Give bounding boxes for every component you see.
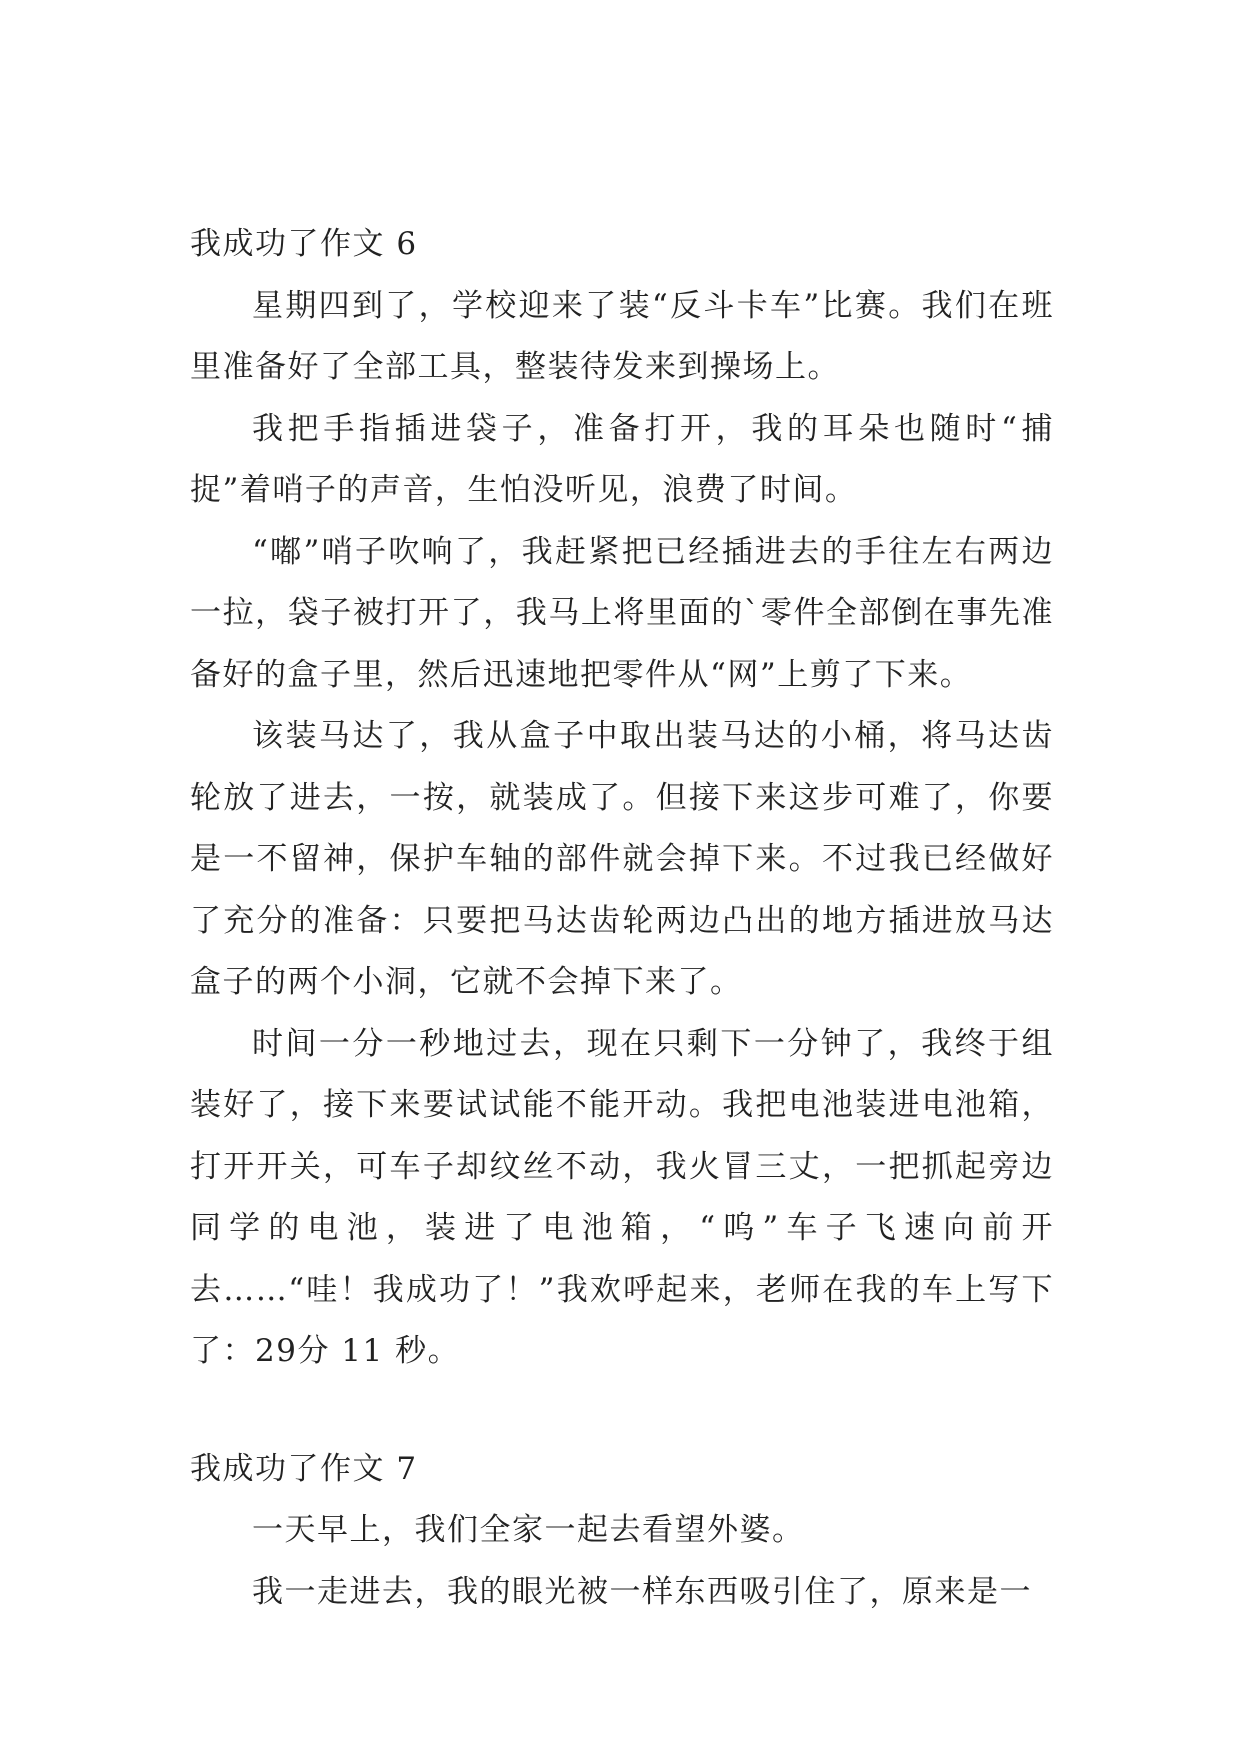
essay-section-6 bbox=[190, 214, 1054, 1383]
paragraph: 一天早上，我们全家一起去看望外婆。 bbox=[252, 1512, 805, 1548]
paragraph: 我把手指插进袋子，准备打开，我的耳朵也随时“捕捉”着哨子的声音，生怕没听见，浪费了时间。 bbox=[190, 410, 1054, 508]
document-body bbox=[190, 214, 1054, 1623]
essay-heading: 我成功了作文 7 bbox=[190, 1450, 418, 1487]
essay-section-7 bbox=[190, 1439, 1054, 1624]
paragraph: 星期四到了，学校迎来了装“反斗卡车”比赛。我们在班里准备好了全部工具，整装待发来到操场上。 bbox=[190, 287, 1054, 385]
paragraph: “嘟”哨子吹响了，我赶紧把已经插进去的手往左右两边一拉，袋子被打开了，我马上将里面的`零件全部倒在事先准备好的盒子里，然后迅速地把零件从“网”上剪了下来。 bbox=[190, 533, 1054, 693]
paragraph: 该装马达了，我从盒子中取出装马达的小桶，将马达齿轮放了进去，一按，就装成了。但接下来这步可难了，你要是一不留神，保护车轴的部件就会掉下来。不过我已经做好了充分的准备：只要把马达齿轮两边凸出的地方插进放马达盒子的两个小洞，它就不会掉下来了。 bbox=[190, 718, 1054, 1000]
paragraph: 我一走进去，我的眼光被一样东西吸引住了，原来是一 bbox=[252, 1573, 1032, 1610]
essay-heading: 我成功了作文 6 bbox=[190, 226, 418, 262]
paragraph: 时间一分一秒地过去，现在只剩下一分钟了，我终于组装好了，接下来要试试能不能开动。我把电池装进电池箱，打开开关，可车子却纹丝不动，我火冒三丈，一把抓起旁边同学的电池，装进了电池箱，“呜”车子飞速向前开去……“哇！我成功了！”我欢呼起来，老师在我的车上写下了：29分 11 秒。 bbox=[190, 1025, 1054, 1369]
